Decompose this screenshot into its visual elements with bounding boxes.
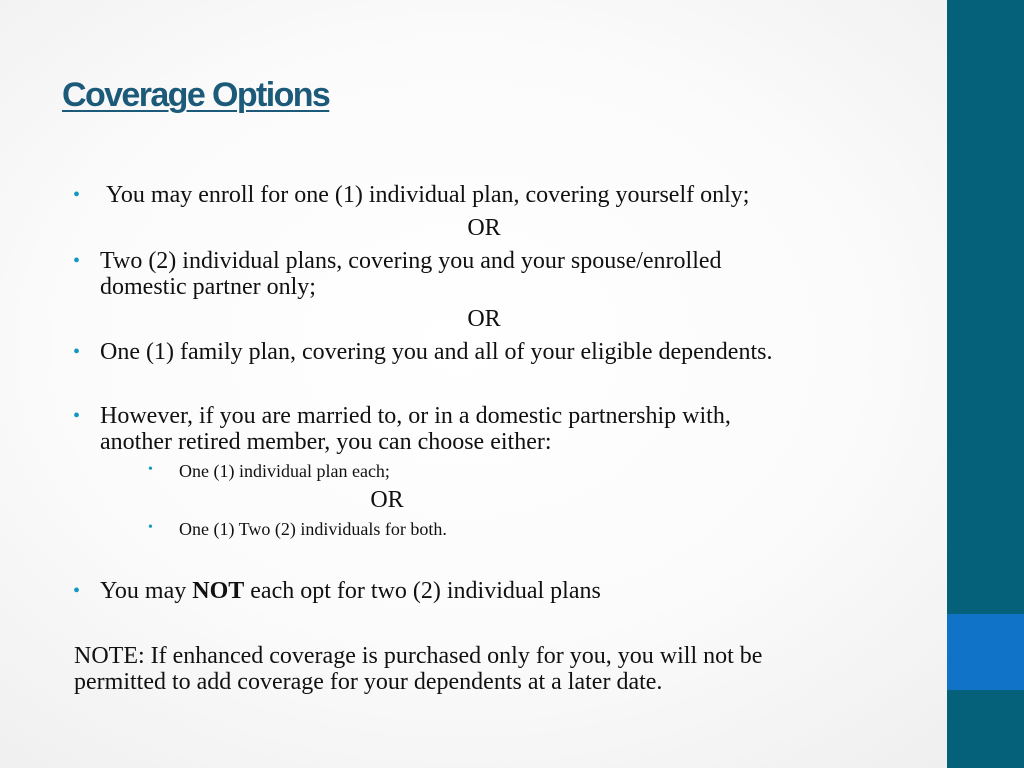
bullet-marker: •	[73, 250, 81, 272]
sub-bullet-marker: •	[148, 462, 153, 477]
bullet-marker: •	[73, 580, 81, 602]
bullet-marker: •	[73, 405, 81, 427]
bullet-may-not-suffix: each opt for two (2) individual plans	[244, 578, 601, 604]
sub-bullet-marker: •	[148, 520, 153, 535]
bullet-married-line1: However, if you are married to, or in a domestic partnership with,	[100, 403, 731, 429]
bullet-enroll-one-plan: You may enroll for one (1) individual plan, covering yourself only;	[106, 182, 750, 208]
or-separator-1: OR	[467, 215, 501, 241]
or-separator-2: OR	[467, 306, 501, 332]
note-line2: permitted to add coverage for your dependents at a later date.	[74, 669, 663, 695]
bullet-may-not-opt	[100, 578, 601, 604]
bullet-two-plans-line1: Two (2) individual plans, covering you and your spouse/enrolled	[100, 248, 722, 274]
bullet-may-not-prefix: You may	[100, 578, 193, 604]
bullet-marker: •	[73, 341, 81, 363]
bullet-family-plan: One (1) family plan, covering you and all of your eligible dependents.	[100, 339, 773, 365]
bullet-two-plans-line2: domestic partner only;	[100, 274, 316, 300]
bullet-married-line2: another retired member, you can choose either:	[100, 429, 552, 455]
bullet-not-emphasis: NOT	[192, 578, 245, 604]
sub-bullet-two-for-both: One (1) Two (2) individuals for both.	[179, 519, 447, 539]
or-separator-3: OR	[370, 487, 404, 513]
right-accent-block	[947, 614, 1024, 690]
slide-title: Coverage Options	[62, 76, 330, 114]
sub-bullet-individual-each: One (1) individual plan each;	[179, 461, 390, 481]
note-line1: NOTE: If enhanced coverage is purchased only for you, you will not be	[74, 643, 763, 669]
bullet-marker: •	[73, 184, 81, 206]
